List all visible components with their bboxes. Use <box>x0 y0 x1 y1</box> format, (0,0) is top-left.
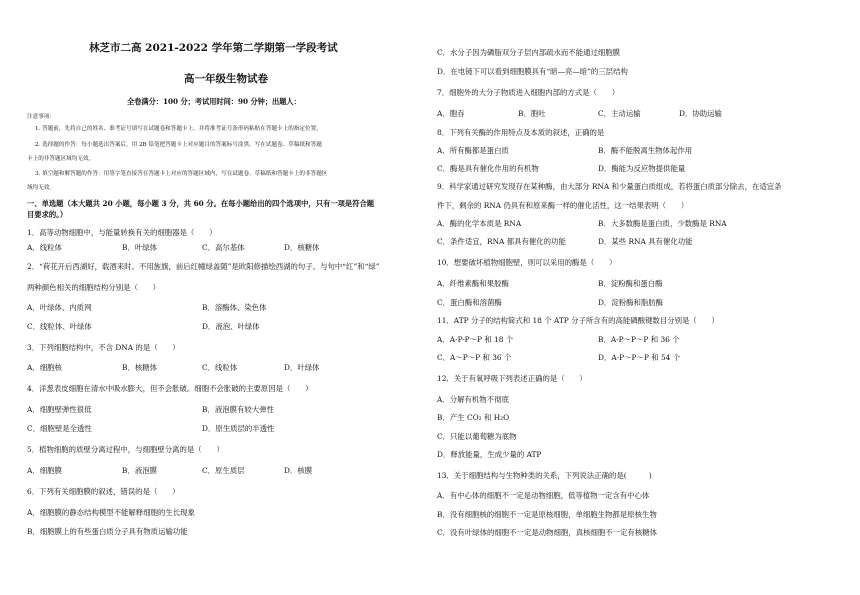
option-b: B．A-P～P～P 和 36 个 <box>598 335 680 344</box>
option-d: D．原生质层的半透性 <box>202 424 275 433</box>
option-a: A．细胞壁弹性很低 <box>27 405 92 414</box>
option-d: D．叶绿体 <box>284 363 320 372</box>
option-b: B．产生 CO₂ 和 H₂O <box>437 413 510 422</box>
option-a: A．酶的化学本质是 RNA <box>437 219 522 228</box>
option-b: B．细胞膜上的有些蛋白质分子具有物质运输功能 <box>27 527 188 536</box>
option-c: C．条件适宜，RNA 都具有催化的功能 <box>437 237 566 246</box>
option-c: C．A～P～P 和 36 个 <box>437 353 512 362</box>
option-d: D．液泡、叶绿体 <box>202 322 260 331</box>
option-c: C．酶是具有催化作用的有机物 <box>437 164 539 173</box>
option-a: A．所有酶都是蛋白质 <box>437 146 509 155</box>
question-stem: 9．科学家通过研究发现存在某种酶，由大部分 RNA 和少量蛋白质组成，若将蛋白质部分除去，在适宜条 <box>437 182 782 191</box>
question-stem: 10．想要破坏植物细胞壁，则可以采用的酶是（ ） <box>437 258 617 267</box>
option-a: A．胞吞 <box>437 109 465 118</box>
option-c: C．高尔基体 <box>202 243 245 252</box>
question-stem-cont: 两种颜色相关的细胞结构分别是（ ） <box>27 283 161 292</box>
option-d: D．A-P～P～P 和 54 个 <box>598 353 681 362</box>
option-d: D．释放能量，生成少量的 ATP <box>437 450 542 459</box>
option-a: A．叶绿体、内质网 <box>27 303 92 312</box>
option-c: C．没有叶绿体的细胞不一定是动物细胞，真核细胞不一定有核糖体 <box>437 528 657 537</box>
section-heading-cont: 目要求的。） <box>27 210 68 219</box>
option-b: B．溶酶体、染色体 <box>202 303 267 312</box>
option-d: D．核糖体 <box>284 243 320 252</box>
option-a: A．线粒体 <box>27 243 62 252</box>
question-stem: 13．关于细胞结构与生物种类的关系，下列说法正确的是( ) <box>437 471 652 480</box>
option-c: C．水分子因为磷脂双分子层内部疏水而不能通过细胞膜 <box>437 48 621 57</box>
option-b: B．酶不能脱离生物体起作用 <box>598 146 693 155</box>
option-a: A．有中心体的细胞不一定是动物细胞，低等植物一定含有中心体 <box>437 491 650 500</box>
question-stem: 2．“荷花开后西湖好，载酒来时。不用旌旗，前后红幢绿盖随”是欧阳修描绘西湖的句子。与句中“红”和“绿” <box>27 262 380 271</box>
option-b: B．液泡膜 <box>122 466 157 475</box>
option-b: B．大多数酶是蛋白质，少数酶是 RNA <box>598 219 727 228</box>
question-stem: 7．细胞外的大分子物质进入细胞内部的方式是（ ） <box>437 88 620 97</box>
question-stem: 12．关于有氧呼吸下列表述正确的是（ ） <box>437 374 587 383</box>
option-a: A．细胞核 <box>27 363 62 372</box>
option-d: D．淀粉酶和脂肪酶 <box>598 298 664 307</box>
note-item: 卡上的非答题区域均无效。 <box>27 156 95 162</box>
option-d: D．酶能为反应物提供能量 <box>598 164 686 173</box>
question-stem-cont: 件下，剩余的 RNA 仍具有和原来酶一样的催化活性，这一结果表明（ ） <box>437 201 689 210</box>
option-c: C．蛋白酶和溶菌酶 <box>437 298 502 307</box>
exam-meta: 全卷满分：100 分；考试用时间：90 分钟；出题人： <box>127 97 301 106</box>
option-b: B．核糖体 <box>122 363 157 372</box>
option-a: A．细胞膜的静态结构模型不能解释细胞的生长现象 <box>27 508 195 517</box>
option-a: A．分解有机物不彻底 <box>437 395 509 404</box>
option-d: D．核膜 <box>284 466 313 475</box>
exam-subtitle: 高一年级生物试卷 <box>184 73 268 85</box>
question-stem: 1．高等动物细胞中，与能量转换有关的细胞器是（ ） <box>27 228 217 237</box>
option-d: D．在电镜下可以看到细胞膜具有“暗—亮—暗”的三层结构 <box>437 67 628 76</box>
option-c: C．原生质层 <box>202 466 245 475</box>
option-b: B．没有细胞核的细胞不一定是原核细胞，单细胞生物都是原核生物 <box>437 510 657 519</box>
question-stem: 6．下列有关细胞膜的叙述，错误的是（ ） <box>27 487 180 496</box>
option-c: C．细胞壁是全透性 <box>27 424 92 433</box>
option-b: B．液泡膜有较大弹性 <box>202 405 274 414</box>
option-b: B．胞吐 <box>518 109 546 118</box>
option-c: C．只能以葡萄糖为底物 <box>437 432 517 441</box>
option-c: C．线粒体、叶绿体 <box>27 322 92 331</box>
note-item: 3. 填空题和解答题的作答：用签字笔直接答在答题卡上对应的答题区域内，写在试题卷、草稿纸和答题卡上的非答题区 <box>35 171 328 177</box>
option-a: A．A-P-P～P 和 18 个 <box>437 335 514 344</box>
option-d: D．协助运输 <box>679 109 722 118</box>
option-b: B．淀粉酶和蛋白酶 <box>598 279 663 288</box>
option-b: B．叶绿体 <box>122 243 157 252</box>
option-c: C．主动运输 <box>598 109 641 118</box>
notes-heading: 注意事项： <box>27 114 55 120</box>
option-c: C．线粒体 <box>202 363 238 372</box>
exam-title: 林芝市二高 2021-2022 学年第二学期第一学段考试 <box>89 42 338 54</box>
section-heading: 一、单选题（本大题共 20 小题，每小题 3 分，共 60 分。在每小题给出的四个选项中，只有一项是符合题 <box>27 199 375 208</box>
question-stem: 8．下列有关酶的作用特点及本质的叙述，正确的是 <box>437 128 605 137</box>
question-stem: 3．下列细胞结构中，不含 DNA 的是（ ） <box>27 343 180 352</box>
note-item: 域均无效。 <box>27 185 55 191</box>
question-stem: 11．ATP 分子的结构简式和 18 个 ATP 分子所含有的高能磷酸键数目分别是（ ） <box>437 316 719 325</box>
option-a: A．纤维素酶和果胶酶 <box>437 279 509 288</box>
option-d: D．某些 RNA 具有催化功能 <box>598 237 693 246</box>
question-stem: 4．洋葱表皮细胞在清水中吸水膨大，但不会胀破。细胞不会胀破的主要原因是（ ） <box>27 384 313 393</box>
question-stem: 5．植物细胞的质壁分离过程中，与细胞壁分离的是（ ） <box>27 445 224 454</box>
option-a: A．细胞膜 <box>27 466 62 475</box>
note-item: 2. 选择题的作答：每小题选出答案后，用 2B 铅笔把答题卡上对应题目的答案标号涂黑，写在试题卷、草稿纸和答题 <box>35 142 322 148</box>
note-item: 1. 答题前，先将自己的姓名、准考证号填写在试题卷和答题卡上，并将准考证号条形码粘贴在答题卡上的指定位置。 <box>35 126 322 132</box>
